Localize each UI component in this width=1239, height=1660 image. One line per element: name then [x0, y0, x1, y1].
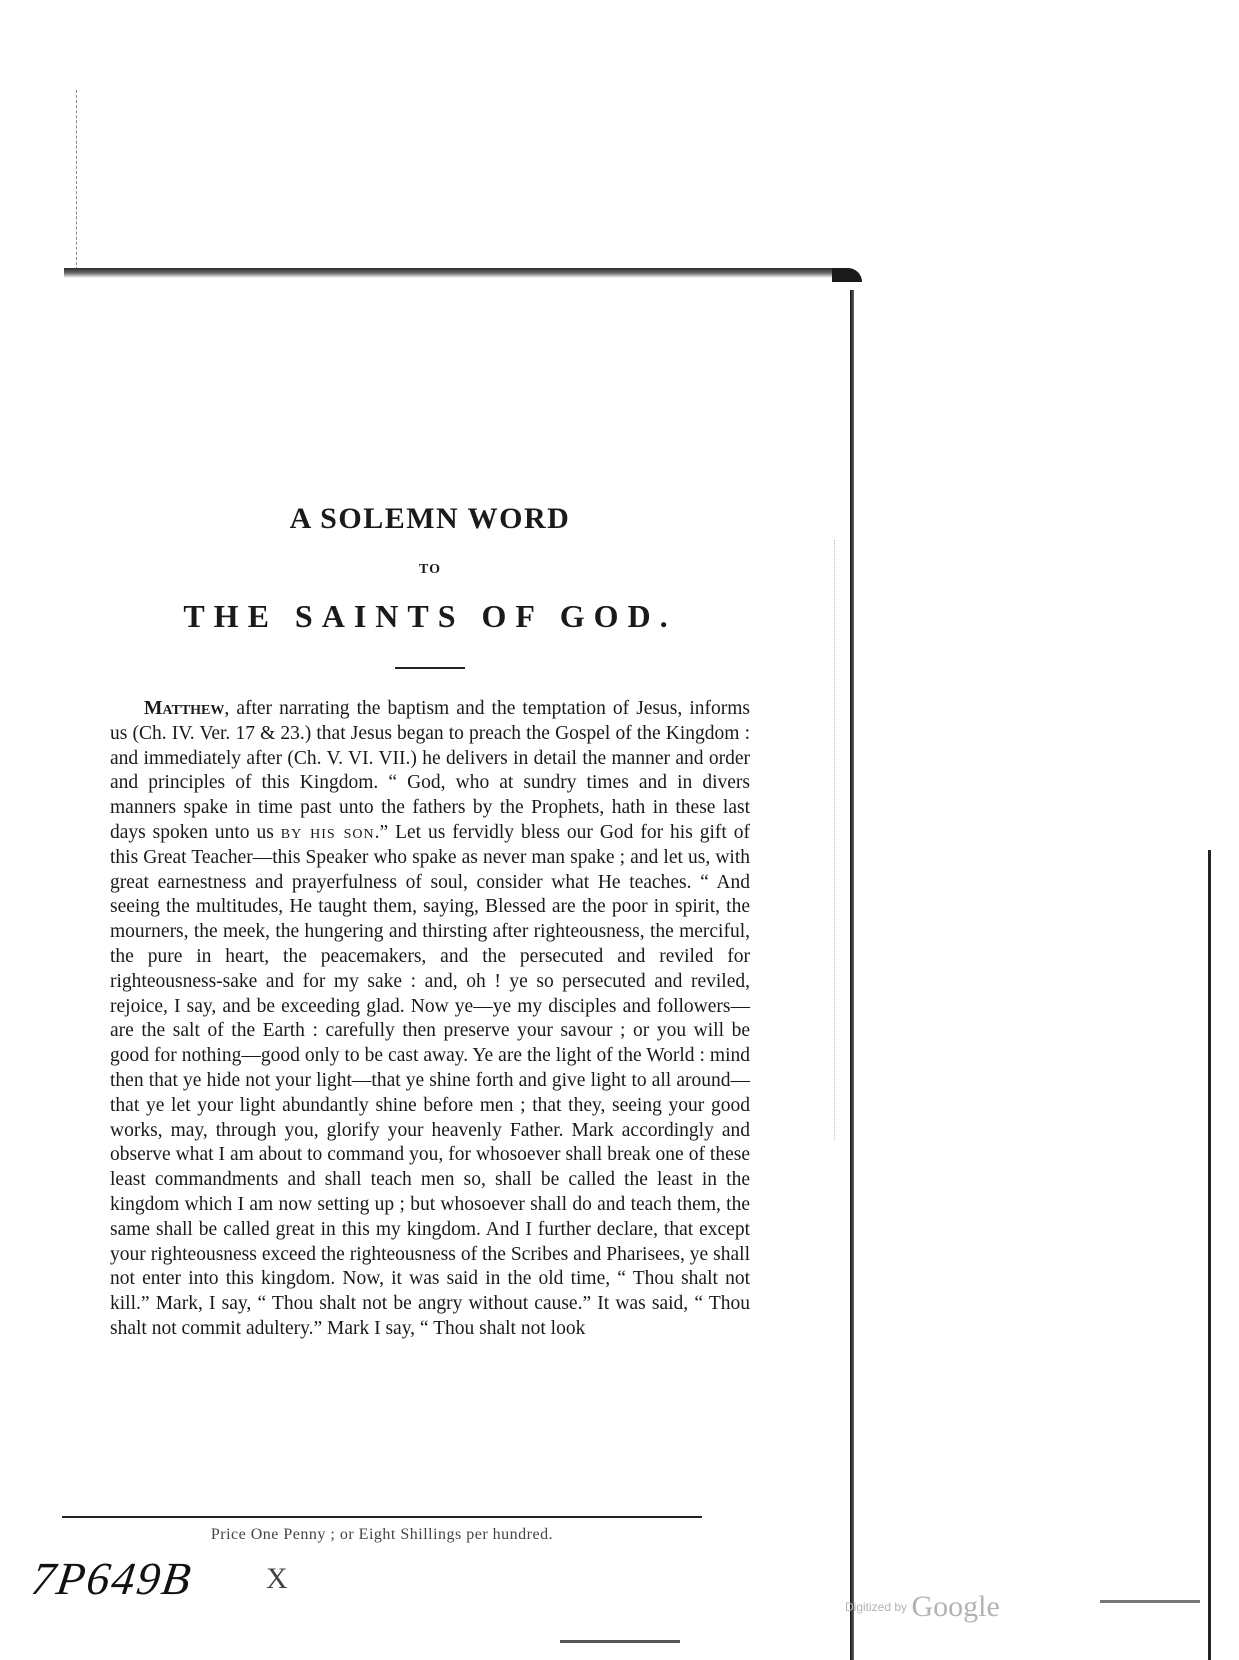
digitized-watermark: [845, 1590, 1000, 1624]
watermark-prefix: Digitized by: [845, 1600, 908, 1614]
body-paragraph: [110, 697, 750, 1342]
smallcaps-phrase: by his son: [280, 821, 375, 843]
lead-word: Matthew: [144, 698, 225, 719]
footer-price: Price One Penny ; or Eight Shillings per hundred.: [210, 1526, 554, 1543]
body-text-part2: .” Let us fervidly bless our God for his gift of this Great Teacher—this Speaker who spake as never man spake ; and let us, with great earnestness and prayerfulness of soul, consider what He teaches. “ And seeing the multitudes, He taught them, saying, Blessed are the poor in spirit, the mourners, the meek, the hungering and thirsting after righteousness, the merciful, the pure in heart, the peacemakers, and the persecuted and reviled for righteousness-sake and for my sake : and, oh ! ye so persecuted and reviled, rejoice, I say, and be exceeding glad. Now ye—ye my disciples and followers—are the salt of the Earth : carefully then preserve your savour ; or you will be good for nothing—good only to be cast away. Ye are the light of the World : mind then that ye hide not your light—that ye shine forth and give light to all around—that ye let your light abundantly shine before men ; that they, seeing your good works, may, through you, glorify your heavenly Father. Mark accordingly and observe what I am about to command you, for whosoever shall break one of these least commandments and shall teach men so, shall be called the least in the kingdom which I am now setting up ; but whosoever shall do and teach them, the same shall be called great in this my kingdom. And I further declare, that except your righteousness exceed the righteousness of the Scribes and Pharisees, ye shall not enter into this kingdom. Now, it was said in the old time, “ Thou shalt not kill.” Mark, I say, “ Thou shalt not be angry without cause.” It was said, “ Thou shalt not commit adultery.” Mark I say, “ Thou shalt not look: [110, 821, 750, 1339]
scan-margin-mark: [76, 90, 78, 270]
handwritten-shelfmark: 7P649B: [28, 1553, 196, 1604]
scan-artifact: [560, 1640, 680, 1643]
page-subtitle: THE SAINTS OF GOD.: [183, 598, 677, 634]
watermark-brand: Google: [911, 1590, 1000, 1623]
footer-rule: [62, 1516, 702, 1518]
page-right-edge: [850, 290, 854, 1660]
page-title: A SOLEMN WORD: [289, 502, 571, 535]
scan-border-line: [1208, 850, 1211, 1660]
scan-artifact-2: [1100, 1600, 1200, 1603]
document-page: [110, 470, 750, 1361]
page-top-edge: [64, 268, 854, 278]
title-divider: [395, 667, 465, 669]
handwritten-x: X: [266, 1562, 288, 1595]
body-text-part1: , after narrating the baptism and the temptation of Jesus, informs us (Ch. IV. Ver. 17 & 23.) that Jesus began to preach the Gospel of the Kingdom : and immediately after (Ch. V. VI. VII.) he delivers in detail the manner and order and principles of this Kingdom. “ God, who at sundry times and in divers manners spake in time past unto the fathers by the Prophets, hath in these last days spoken unto us: [110, 698, 750, 843]
scan-dust-line: [834, 540, 836, 1140]
title-connector: TO: [419, 562, 441, 577]
